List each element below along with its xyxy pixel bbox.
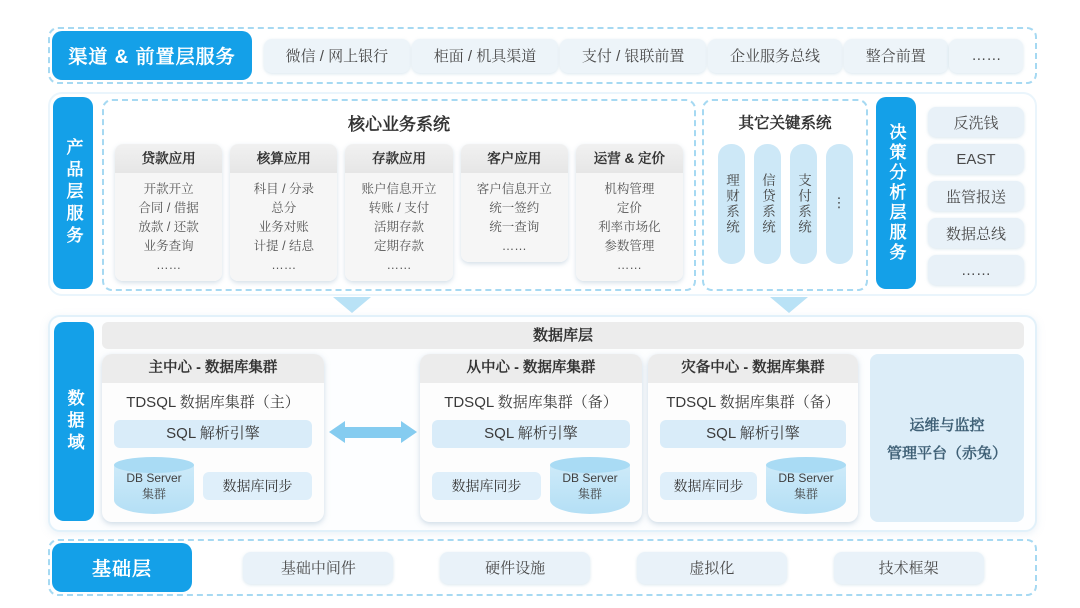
ops-monitoring-platform-box xyxy=(870,354,1024,522)
column-item: 利率市场化 xyxy=(598,220,661,234)
column-item: 业务对账 xyxy=(258,220,309,234)
column-item: 业务查询 xyxy=(143,239,194,253)
channel-pill: 柜面 / 机具渠道 xyxy=(412,39,559,73)
base-pill: 虚拟化 xyxy=(637,552,787,584)
db-server-line1: DB Server xyxy=(562,471,618,485)
database-layer-strip: 数据库层 xyxy=(102,322,1024,349)
channel-pill: …… xyxy=(949,39,1023,73)
column-card-customer xyxy=(461,144,568,262)
down-arrow-icon xyxy=(333,297,371,313)
column-item: 合同 / 借据 xyxy=(138,201,199,215)
column-items xyxy=(345,173,452,281)
data-domain-band xyxy=(48,315,1037,532)
channel-pill: 整合前置 xyxy=(844,39,948,73)
sync-arrow-icon xyxy=(329,421,417,443)
database-cylinder-icon xyxy=(114,457,194,514)
column-item: 定期存款 xyxy=(374,239,425,253)
product-layer-label: 产品层服务 xyxy=(53,97,93,289)
tdsql-label: TDSQL 数据库集群（备） xyxy=(666,394,840,411)
column-item: 总分 xyxy=(271,201,297,215)
column-item: 客户信息开立 xyxy=(476,182,552,196)
ops-platform-line1: 运维与监控 xyxy=(909,416,985,434)
column-header: 客户应用 xyxy=(461,144,568,173)
column-card-accounting xyxy=(230,144,337,281)
decision-pill: 反洗钱 xyxy=(928,107,1024,137)
column-item: 计提 / 结息 xyxy=(253,239,315,253)
sql-engine-bar: SQL 解析引擎 xyxy=(114,420,312,448)
channel-pill-list xyxy=(252,39,1035,73)
column-item: 转账 / 支付 xyxy=(368,201,430,215)
db-sync-pill: 数据库同步 xyxy=(203,472,312,500)
channel-pill: 企业服务总线 xyxy=(708,39,842,73)
column-card-operation-pricing xyxy=(576,144,683,281)
column-header: 存款应用 xyxy=(345,144,452,173)
column-item: 开款开立 xyxy=(143,182,194,196)
base-pill-list xyxy=(192,552,1035,584)
cluster-bottom-row xyxy=(648,448,858,514)
column-card-loan xyxy=(115,144,222,281)
base-pill: 基础中间件 xyxy=(243,552,393,584)
column-items xyxy=(115,173,222,281)
db-server-line1: DB Server xyxy=(778,471,834,485)
channel-pill: 微信 / 网上银行 xyxy=(264,39,411,73)
sql-engine-bar: SQL 解析引擎 xyxy=(432,420,630,448)
core-business-system-box xyxy=(102,99,696,291)
column-item: 活期存款 xyxy=(374,220,425,234)
decision-layer-label: 决策分析层服务 xyxy=(876,97,916,289)
column-items xyxy=(461,173,568,262)
cluster-title: 主中心 - 数据库集群 xyxy=(102,354,324,383)
decision-pill: …… xyxy=(928,255,1024,285)
column-item: 放款 / 还款 xyxy=(138,220,199,234)
db-server-label xyxy=(550,470,630,502)
column-items xyxy=(230,173,337,281)
db-server-line2: 集群 xyxy=(577,487,602,501)
cluster-bottom-row xyxy=(102,448,324,514)
product-layer-band xyxy=(48,92,1037,296)
column-item: 统一签约 xyxy=(489,201,540,215)
other-systems-pills xyxy=(704,144,866,264)
tdsql-label: TDSQL 数据库集群（主） xyxy=(126,394,300,411)
cluster-title: 从中心 - 数据库集群 xyxy=(420,354,642,383)
column-item: …… xyxy=(616,258,642,272)
column-item: …… xyxy=(501,239,527,253)
vertical-system-pill: ⋮ xyxy=(826,144,853,264)
column-header: 运营 & 定价 xyxy=(576,144,683,173)
db-sync-pill: 数据库同步 xyxy=(432,472,541,500)
down-arrow-icon xyxy=(770,297,808,313)
cluster-card-secondary xyxy=(420,354,642,522)
column-item: 账户信息开立 xyxy=(361,182,437,196)
vertical-system-pill: 支付系统 xyxy=(790,144,817,264)
base-layer-band xyxy=(48,539,1037,596)
cluster-card-disaster-recovery xyxy=(648,354,858,522)
vertical-system-pill: 理财系统 xyxy=(718,144,745,264)
db-server-label xyxy=(766,470,846,502)
column-items xyxy=(576,173,683,281)
column-item: 机构管理 xyxy=(604,182,655,196)
core-system-title: 核心业务系统 xyxy=(348,115,450,134)
db-server-line2: 集群 xyxy=(793,487,818,501)
tdsql-label: TDSQL 数据库集群（备） xyxy=(444,394,618,411)
db-server-line2: 集群 xyxy=(141,487,166,501)
db-server-line1: DB Server xyxy=(126,471,182,485)
column-item: 统一查询 xyxy=(489,220,540,234)
arrow-bar xyxy=(345,427,401,438)
cluster-card-primary xyxy=(102,354,324,522)
db-server-label xyxy=(114,470,194,502)
column-item: 参数管理 xyxy=(604,239,655,253)
channel-layer-label: 渠道 & 前置层服务 xyxy=(52,31,252,80)
channel-layer-band xyxy=(48,27,1037,84)
database-cylinder-icon xyxy=(766,457,846,514)
column-item: 定价 xyxy=(616,201,642,215)
decision-pill: 监管报送 xyxy=(928,181,1024,211)
cluster-title: 灾备中心 - 数据库集群 xyxy=(648,354,858,383)
data-domain-label: 数据域 xyxy=(54,322,94,521)
cluster-bottom-row xyxy=(420,448,642,514)
db-sync-pill: 数据库同步 xyxy=(660,472,757,500)
base-pill: 技术框架 xyxy=(834,552,984,584)
other-key-systems-box xyxy=(702,99,868,291)
column-item: …… xyxy=(156,258,182,272)
core-columns xyxy=(104,135,694,281)
arrowhead-right xyxy=(401,421,417,443)
database-cylinder-icon xyxy=(550,457,630,514)
ops-platform-line2: 管理平台（赤兔） xyxy=(886,444,1007,462)
base-pill: 硬件设施 xyxy=(440,552,590,584)
column-header: 贷款应用 xyxy=(115,144,222,173)
base-layer-label: 基础层 xyxy=(52,543,192,592)
decision-pill: 数据总线 xyxy=(928,218,1024,248)
decision-pill-list xyxy=(928,107,1024,285)
other-systems-title: 其它关键系统 xyxy=(738,115,832,132)
channel-pill: 支付 / 银联前置 xyxy=(560,39,707,73)
column-card-deposit xyxy=(345,144,452,281)
column-item: 科目 / 分录 xyxy=(253,182,315,196)
column-item: …… xyxy=(271,258,297,272)
sql-engine-bar: SQL 解析引擎 xyxy=(660,420,846,448)
decision-pill: EAST xyxy=(928,144,1024,174)
column-header: 核算应用 xyxy=(230,144,337,173)
arrowhead-left xyxy=(329,421,345,443)
column-item: …… xyxy=(386,258,412,272)
vertical-system-pill: 信贷系统 xyxy=(754,144,781,264)
